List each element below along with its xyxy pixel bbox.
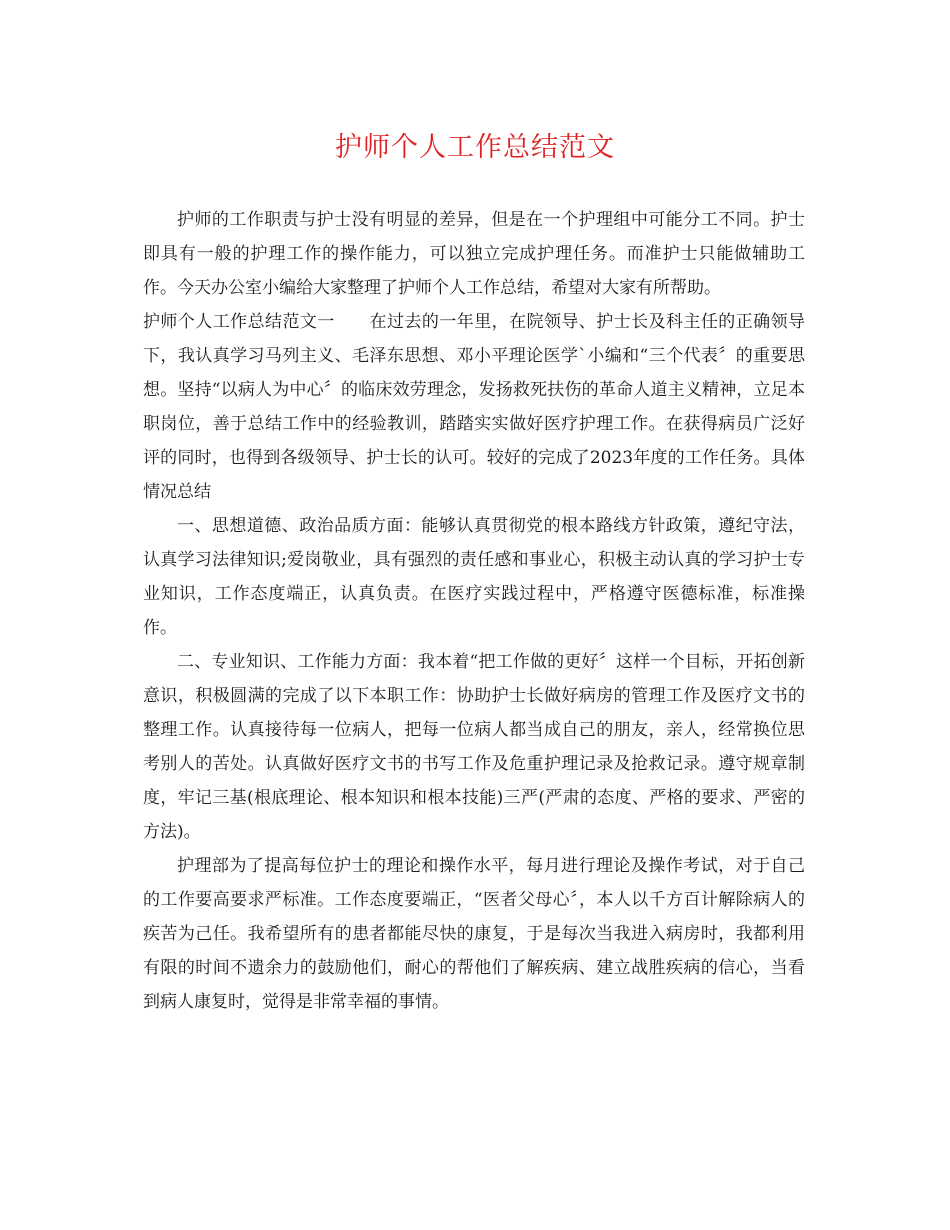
document-body [143,203,805,1019]
paragraph-section-one: 护师个人工作总结范文一 在过去的一年里，在院领导、护士长及科主任的正确领导下，我认真学习马列主义、毛泽东思想、邓小平理论医学`小编和“三个代表〞的重要思想。坚持“以病人为中心〞的临床效劳理念，发扬救死扶伤的革命人道主义精神，立足本职岗位，善于总结工作中的经验教训，踏踏实实做好医疗护理工作。在获得病员广泛好评的同时，也得到各级领导、护士长的认可。较好的完成了2023年度的工作任务。具体情况总结 [143,312,805,502]
paragraph-moral-politics: 一、思想道德、政治品质方面：能够认真贯彻党的根本路线方针政策，遵纪守法，认真学习法律知识;爱岗敬业，具有强烈的责任感和事业心，积极主动认真的学习护士专业知识，工作态度端正，认真负责。在医疗实践过程中，严格遵守医德标准，标准操作。 [143,516,805,638]
paragraph-professional-ability: 二、专业知识、工作能力方面：我本着“把工作做的更好〞这样一个目标，开拓创新意识，积极圆满的完成了以下本职工作：协助护士长做好病房的管理工作及医疗文书的整理工作。认真接待每一位病人，把每一位病人都当成自己的朋友，亲人，经常换位思考别人的苦处。认真做好医疗文书的书写工作及危重护理记录及抢救记录。遵守规章制度，牢记三基(根底理论、根本知识和根本技能)三严(严肃的态度、严格的要求、严密的方法)。 [143,652,805,842]
document-title: 护师个人工作总结范文 [335,132,615,163]
paragraph-nursing-department: 护理部为了提高每位护士的理论和操作水平，每月进行理论及操作考试，对于自己的工作要高要求严标准。工作态度要端正，“医者父母心〞，本人以千方百计解除病人的疾苦为己任。我希望所有的患者都能尽快的康复，于是每次当我进入病房时，我都利用有限的时间不遗余力的鼓励他们，耐心的帮他们了解疾病、建立战胜疾病的信心，当看到病人康复时，觉得是非常幸福的事情。 [143,856,805,1012]
paragraph-intro: 护师的工作职责与护士没有明显的差异，但是在一个护理组中可能分工不同。护士即具有一般的护理工作的操作能力，可以独立完成护理任务。而准护士只能做辅助工作。今天办公室小编给大家整理了护师个人工作总结，希望对大家有所帮助。 [143,210,805,298]
